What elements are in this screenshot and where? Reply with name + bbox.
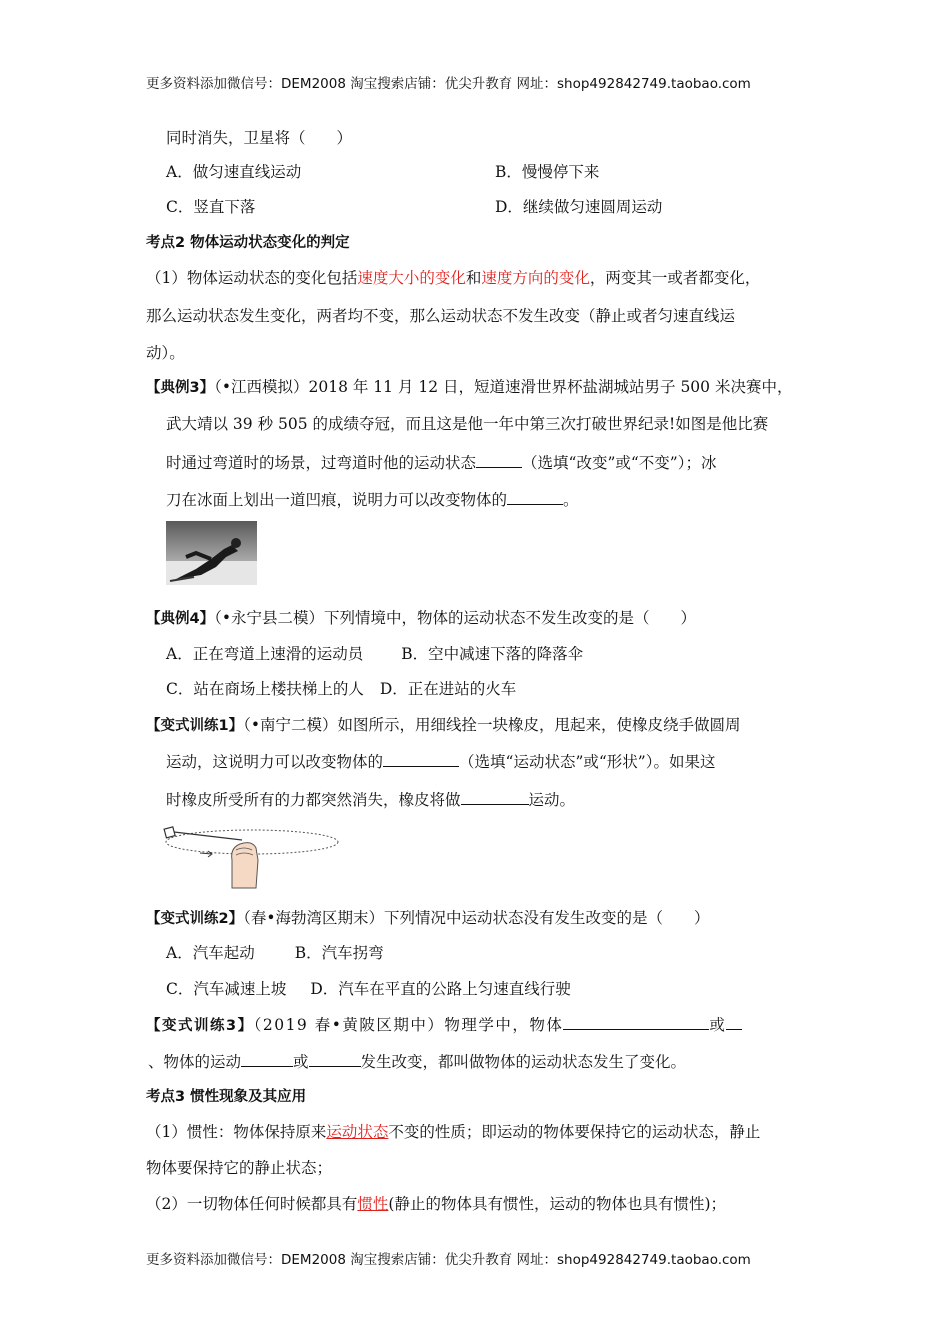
kp2-paragraph-line3: 动）。: [146, 344, 185, 362]
variant1-line3: 时橡皮所受所有的力都突然消失，橡皮将做 运动。: [166, 791, 576, 809]
example3-line3: 时通过弯道时的场景，过弯道时他的运动状态 （选填“改变”或“不变”）；冰: [166, 454, 717, 472]
example4-options-2: [166, 679, 516, 699]
option-a: A．汽车起动: [166, 944, 255, 962]
option-c: C．站在商场上楼扶梯上的人: [166, 680, 364, 698]
option-b: B．慢慢停下来: [495, 163, 600, 181]
variant2-line1: 【变式训练2】（春•海勃湾区期末）下列情况中运动状态没有发生改变的是（ ）: [146, 909, 710, 927]
example3-line4: 刀在冰面上划出一道凹痕，说明力可以改变物体的 。: [166, 491, 579, 509]
variant2-options-1: [166, 943, 384, 963]
page-footer: 更多资料添加微信号：DEM2008 淘宝搜索店铺：优尖升教育 网址：shop492842749.taobao.com: [146, 1252, 751, 1268]
section-title-kp3: 考点3 惯性现象及其应用: [146, 1089, 307, 1105]
kp2-paragraph-line1: （1）物体运动状态的变化包括速度大小的变化和速度方向的变化，两变其一或者都变化，: [146, 269, 761, 287]
answer-blank: [563, 1015, 709, 1030]
answer-blank: [383, 752, 459, 767]
option-d: D．继续做匀速圆周运动: [495, 198, 663, 216]
speed-skater-photo: [166, 521, 257, 585]
option-c: C．竖直下落: [166, 198, 256, 216]
option-b: B．空中减速下落的降落伞: [401, 645, 584, 663]
page-header: 更多资料添加微信号：DEM2008 淘宝搜索店铺：优尖升教育 网址：shop492842749.taobao.com: [146, 76, 751, 92]
example4-label: 【典例4】: [146, 611, 215, 627]
example4-options-1: [166, 644, 583, 664]
kp3-paragraph-line1: （1）惯性：物体保持原来运动状态不变的性质；即运动的物体要保持它的运动状态，静止: [146, 1123, 761, 1141]
variant1-label: 【变式训练1】: [146, 718, 244, 734]
kp3-paragraph-line3: （2）一切物体任何时候都具有惯性(静止的物体具有惯性，运动的物体也具有惯性)；: [146, 1195, 726, 1213]
answer-blank: [309, 1052, 361, 1067]
answer-blank: [461, 790, 529, 805]
example4-line1: 【典例4】（•永宁县二模）下列情境中，物体的运动状态不发生改变的是（ ）: [146, 609, 696, 627]
variant3-line2: 、物体的运动 或 发生改变，都叫做物体的运动状态发生了变化。: [148, 1053, 687, 1071]
variant2-options-2: [166, 979, 571, 999]
option-c: C．汽车减速上坡: [166, 980, 287, 998]
answer-blank: [241, 1052, 293, 1067]
variant1-line2: 运动，这说明力可以改变物体的 （选填“运动状态”或“形状”）。如果这: [166, 753, 716, 771]
question-stem: 同时消失，卫星将（ ）: [166, 129, 353, 147]
option-d: D．正在进站的火车: [379, 680, 517, 698]
eraser-circular-motion-figure: [160, 820, 340, 890]
option-a: A．正在弯道上速滑的运动员: [166, 645, 364, 663]
answer-blank: [476, 453, 522, 468]
kp2-paragraph-line2: 那么运动状态发生变化，两者均不变，那么运动状态不发生改变（静止或者匀速直线运: [146, 307, 736, 325]
variant2-label: 【变式训练2】: [146, 911, 244, 927]
section-title-kp2: 考点2 物体运动状态变化的判定: [146, 235, 350, 251]
example3-line1: 【典例3】（•江西模拟）2018 年 11 月 12 日，短道速滑世界杯盐湖城站男子 500 米决赛中，: [146, 378, 793, 396]
variant1-line1: 【变式训练1】（•南宁二模）如图所示，用细线拴一块橡皮，甩起来，使橡皮绕手做圆周: [146, 716, 741, 734]
option-b: B．汽车拐弯: [294, 944, 384, 962]
example3-line2: 武大靖以 39 秒 505 的成绩夺冠，而且这是他一年中第三次打破世界纪录!如图是他比赛: [166, 415, 769, 433]
option-d: D．汽车在平直的公路上匀速直线行驶: [310, 980, 571, 998]
answer-blank: [726, 1015, 742, 1030]
variant3-line1: 【变式训练3】（2019 春•黄陂区期中）物理学中，物体 或: [146, 1015, 742, 1036]
option-a: A．做匀速直线运动: [166, 163, 302, 181]
kp3-paragraph-line2: 物体要保持它的静止状态；: [146, 1159, 333, 1177]
variant3-label: 【变式训练3】: [146, 1018, 254, 1034]
answer-blank: [507, 490, 563, 505]
example3-label: 【典例3】: [146, 380, 215, 396]
